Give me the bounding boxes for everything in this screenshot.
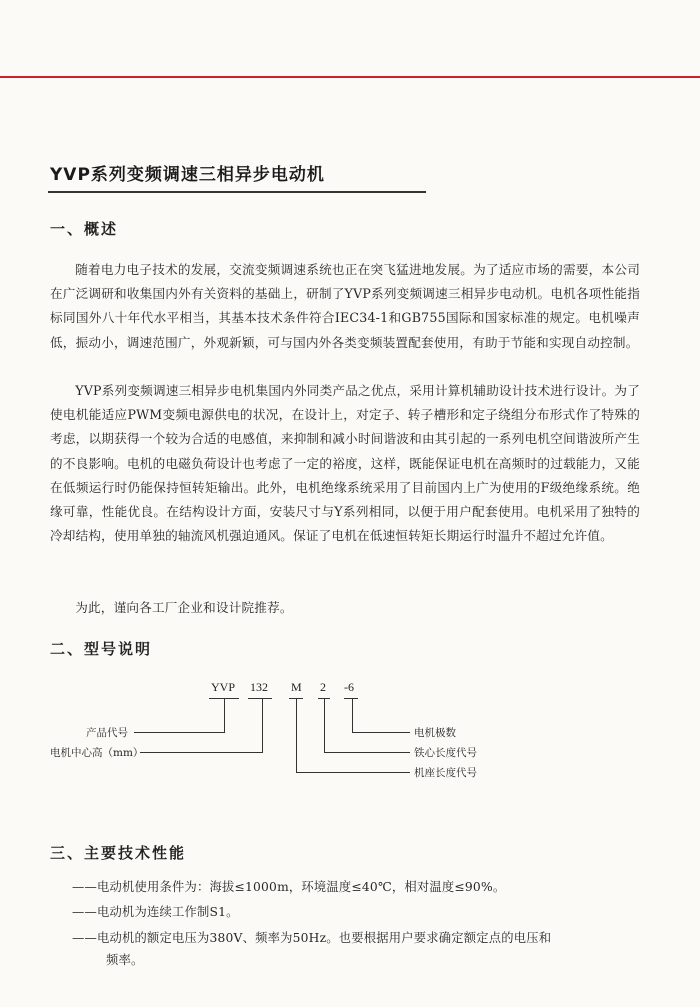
bullet-item: [72, 901, 652, 923]
model-code-type: YVP: [211, 680, 236, 694]
model-code-core: 2: [320, 680, 326, 694]
paragraph-1: 随着电力电子技术的发展，交流变频调速系统也正在突飞猛进地发展。为了适应市场的需要，本公司在广泛调研和收集国内外有关资料的基础上，研制了YVP系列变频调速三相异步电动机。电机各项性能指标同国外八十年代水平相当，其基本技术条件符合IEC34-1和GB755国际和国家标准的规定。电机噪声低，振动小，调速范围广，外观新颖，可与国内外各类变频装置配套使用，有助于节能和实现自动控制。: [50, 262, 640, 350]
code-underline: [344, 698, 358, 699]
bullet-text: 电动机为连续工作制S1。: [97, 905, 239, 919]
section-heading-overview: 一、概述: [50, 220, 119, 238]
section-heading-performance: 三、主要技术性能: [50, 844, 187, 862]
bullet-item: [72, 927, 652, 971]
paragraph-2: YVP系列变频调速三相异步电机集国内外同类产品之优点，采用计算机辅助设计技术进行设计。为了使电机能适应PWM变频电源供电的状况，在设计上，对定子、转子槽形和定子绕组分布形式作了特殊的考虑，以期获得一个较为合适的电感值，来抑制和减小时间谐波和由其引起的一系列电机空间谐波所产生的不良影响。电机的电磁负荷设计也考虑了一定的裕度，这样，既能保证电机在高频时的过载能力，又能在低频运行时仍能保持恒转矩输出。此外，电机绝缘系统采用了目前国内上广为使用的F级绝缘系统。绝缘可靠，性能优良。在结构设计方面，安装尺寸与Y系列相同，以便于用户配套使用。电机采用了独特的冷却结构，使用单独的轴流风机强迫通风。保证了电机在低速恒转矩长期运行时温升不超过允许值。: [50, 383, 640, 544]
model-code-frame: M: [291, 680, 302, 694]
model-designation-diagram: [0, 670, 700, 790]
leader-line: [324, 752, 410, 753]
leader-line: [324, 698, 325, 753]
leader-line: [352, 698, 353, 733]
model-code-height: 132: [250, 680, 268, 694]
label-core-length: 铁心长度代号: [414, 747, 477, 759]
leader-line: [262, 698, 263, 753]
paragraph-3: 为此，谨向各工厂企业和设计院推荐。: [75, 600, 293, 615]
bullet-text: 电动机使用条件为：海拔≤1000m，环境温度≤40℃，相对温度≤90%。: [97, 880, 506, 894]
label-poles: 电机极数: [414, 727, 456, 739]
label-frame-length: 机座长度代号: [414, 767, 477, 779]
bullet-dash: ——: [72, 880, 97, 894]
section-heading-model: 二、型号说明: [50, 640, 153, 658]
leader-line: [296, 698, 297, 773]
bullet-dash: ——: [72, 905, 97, 919]
bullet-continuation: 频率。: [106, 953, 144, 967]
header-rule: [0, 76, 700, 78]
label-center-height: 电机中心高（mm）: [50, 747, 144, 759]
leader-line: [352, 732, 410, 733]
leader-line: [224, 698, 225, 733]
label-product-code: 产品代号: [86, 727, 128, 739]
code-underline: [248, 698, 272, 699]
bullet-text: 电动机的额定电压为380V、频率为50Hz。也要根据用户要求确定额定点的电压和: [97, 931, 552, 945]
model-code-poles: -6: [344, 680, 354, 694]
title-underline: [48, 191, 426, 193]
bullet-dash: ——: [72, 931, 97, 945]
document-title: YVP系列变频调速三相异步电动机: [50, 165, 325, 185]
bullet-item: [72, 876, 652, 898]
leader-line: [296, 772, 410, 773]
leader-line: [140, 752, 263, 753]
leader-line: [134, 732, 225, 733]
